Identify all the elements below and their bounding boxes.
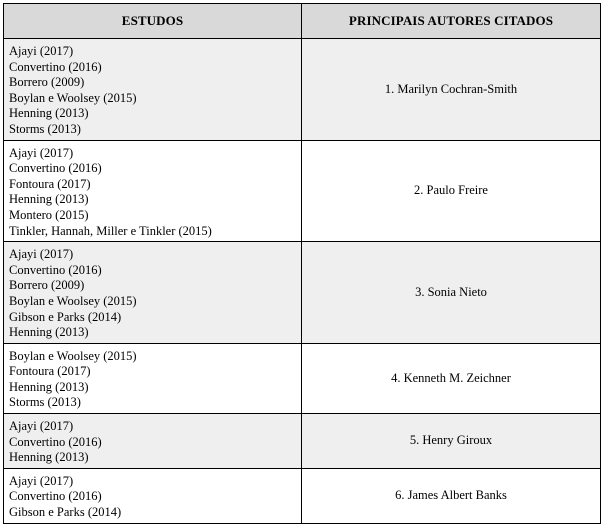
study-citation: Ajayi (2017)	[9, 247, 74, 262]
study-citation: Boylan e Woolsey (2015)	[9, 90, 137, 105]
study-citation: Henning (2013)	[9, 106, 89, 121]
table-row	[4, 468, 601, 523]
author-cell: 1. Marilyn Cochran-Smith	[302, 39, 601, 141]
studies-cell	[4, 242, 302, 344]
table-row	[4, 343, 601, 413]
study-citation: Henning (2013)	[9, 379, 89, 394]
studies-cell	[4, 39, 302, 141]
study-citation: Fontoura (2017)	[9, 176, 91, 191]
study-citation: Ajayi (2017)	[9, 44, 74, 58]
citations-table	[3, 3, 601, 524]
study-citation: Fontoura (2017)	[9, 364, 91, 379]
study-citation: Tinkler, Hannah, Miller e Tinkler (2015)	[9, 223, 212, 238]
author-cell: 2. Paulo Freire	[302, 140, 601, 242]
study-citation: Boylan e Woolsey (2015)	[9, 348, 137, 363]
table-row	[4, 39, 601, 141]
studies-cell	[4, 414, 302, 469]
table-body	[4, 39, 601, 524]
header-authors: PRINCIPAIS AUTORES CITADOS	[302, 4, 601, 39]
study-citation: Borrero (2009)	[9, 75, 85, 90]
studies-cell	[4, 468, 302, 523]
study-citation: Convertino (2016)	[9, 59, 102, 74]
study-citation: Ajayi (2017)	[9, 145, 74, 160]
study-citation: Storms (2013)	[9, 395, 81, 410]
author-cell: 5. Henry Giroux	[302, 414, 601, 469]
study-citation: Henning (2013)	[9, 192, 89, 207]
header-studies: ESTUDOS	[4, 4, 302, 39]
table-row	[4, 140, 601, 242]
author-cell: 3. Sonia Nieto	[302, 242, 601, 344]
study-citation: Ajayi (2017)	[9, 473, 74, 488]
study-citation: Henning (2013)	[9, 450, 89, 465]
study-citation: Ajayi (2017)	[9, 419, 74, 434]
study-citation: Gibson e Parks (2014)	[9, 505, 122, 520]
study-citation: Henning (2013)	[9, 325, 89, 340]
table-row	[4, 242, 601, 344]
study-citation: Convertino (2016)	[9, 434, 102, 449]
study-citation: Borrero (2009)	[9, 278, 85, 293]
study-citation: Convertino (2016)	[9, 489, 102, 504]
table-row	[4, 414, 601, 469]
header-row	[4, 4, 601, 39]
study-citation: Storms (2013)	[9, 121, 81, 136]
study-citation: Boylan e Woolsey (2015)	[9, 293, 137, 308]
study-citation: Convertino (2016)	[9, 161, 102, 176]
studies-cell	[4, 343, 302, 413]
studies-cell	[4, 140, 302, 242]
author-cell: 4. Kenneth M. Zeichner	[302, 343, 601, 413]
study-citation: Gibson e Parks (2014)	[9, 309, 122, 324]
author-cell: 6. James Albert Banks	[302, 468, 601, 523]
study-citation: Convertino (2016)	[9, 262, 102, 277]
study-citation: Montero (2015)	[9, 207, 89, 222]
